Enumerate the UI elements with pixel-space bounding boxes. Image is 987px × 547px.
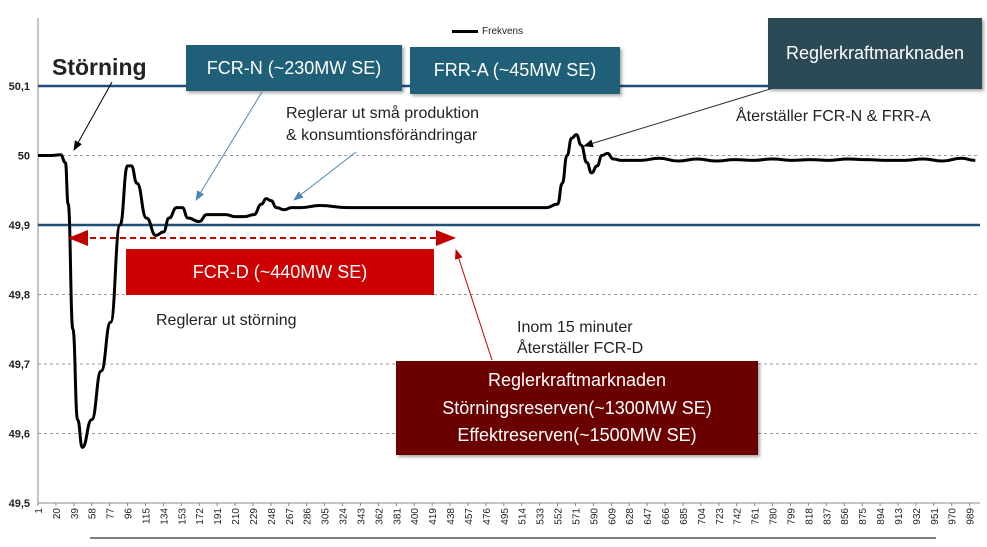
x-tick-label: 799 [786,508,798,525]
x-tick-label: 932 [911,508,923,525]
x-tick-label: 875 [858,508,870,525]
x-tick-label: 970 [947,508,959,525]
reglerar-storning-text: Reglerar ut störning [156,312,297,329]
frr-a-arrow [294,152,356,200]
x-tick-label: 457 [463,508,475,525]
x-tick-label: 951 [929,508,941,525]
x-tick-label: 362 [374,508,386,525]
x-tick-label: 609 [607,508,619,525]
x-tick-label: 267 [284,508,296,525]
x-tick-label: 723 [714,508,726,525]
frr-a-label: FRR-A (~45MW SE) [433,60,597,81]
fcr-n-box [186,45,402,91]
reglerar-sma-text [286,103,479,147]
legend-swatch [452,30,478,33]
legend [452,26,523,37]
x-tick-label: 248 [266,508,278,525]
x-tick-label: 628 [625,508,637,525]
fcr-d-box [126,249,434,295]
y-tick-label: 50,1 [8,81,30,93]
x-tick-label: 381 [392,508,404,525]
x-tick-label: 818 [804,508,816,525]
reglerkraft-bottom-line1: Reglerkraftmarknaden [487,370,667,391]
inom-15-text [517,317,643,359]
x-tick-label: 552 [553,508,565,525]
x-tick-label: 590 [589,508,601,525]
x-tick-label: 191 [213,508,225,525]
x-tick-label: 514 [517,508,529,525]
reglerkraft-bottom-arrow [456,250,492,360]
reglerkraft-top-box [768,18,982,89]
x-tick-label: 324 [338,508,350,525]
x-tick-label: 742 [732,508,744,525]
reglerkraft-bottom-box [396,361,758,455]
x-tick-label: 400 [410,508,422,525]
x-tick-label: 172 [195,508,207,525]
x-tick-label: 438 [446,508,458,525]
fcr-n-arrow [196,92,262,200]
x-tick-label: 286 [302,508,314,525]
x-tick-label: 20 [51,508,63,520]
x-tick-label: 856 [840,508,852,525]
aterstaller-fcrn-text: Återställer FCR-N & FRR-A [736,108,931,125]
x-tick-label: 134 [159,508,171,525]
x-tick-label: 476 [481,508,493,525]
fcr-n-label: FCR-N (~230MW SE) [206,57,382,78]
reglerkraft-bottom-line3: Effektreserven(~1500MW SE) [457,425,697,446]
x-tick-label: 685 [678,508,690,525]
x-tick-label: 666 [661,508,673,525]
legend-label: Frekvens [482,26,524,37]
x-tick-label: 780 [768,508,780,525]
y-tick-label: 49,8 [8,289,30,302]
y-tick-labels [9,81,30,510]
x-tick-label: 571 [571,508,583,525]
reglerar-sma-line2: & konsumtionsförändringar [286,127,478,144]
x-tick-label: 704 [696,508,708,525]
x-tick-label: 96 [123,508,135,520]
x-tick-label: 533 [535,508,547,525]
inom-15-line1: Inom 15 minuter [517,319,633,336]
frr-a-box [410,47,620,94]
x-tick-label: 894 [876,508,888,525]
y-tick-label: 49,7 [8,359,30,371]
reglerkraft-top-label: Reglerkraftmarknaden [785,43,965,64]
y-tick-label: 50 [17,150,30,163]
x-tick-label: 305 [320,508,332,525]
x-tick-label: 153 [177,508,189,525]
fcr-d-label: FCR-D (~440MW SE) [192,261,368,282]
x-tick-label: 115 [141,508,153,524]
inom-15-line2: Återställer FCR-D [517,340,644,357]
y-tick-label: 49,5 [8,498,30,510]
x-tick-label: 1 [34,508,45,514]
x-tick-label: 39 [69,508,81,520]
x-tick-label: 229 [248,508,260,525]
x-tick-label: 761 [750,508,762,525]
y-tick-label: 49,9 [8,220,30,232]
x-tick-label: 77 [105,508,117,520]
storning-arrow [74,82,112,150]
x-tick-labels [34,508,977,525]
x-tick-label: 495 [499,508,511,525]
x-tick-label: 913 [893,508,905,525]
x-tick-label: 343 [356,508,368,525]
reglerkraft-bottom-line2: Störningsreserven(~1300MW SE) [442,397,712,418]
x-tick-label: 210 [231,508,243,525]
x-tick-label: 647 [643,508,655,525]
y-tick-label: 49,6 [8,428,30,441]
x-tick-label: 837 [822,508,834,525]
x-tick-label: 419 [428,508,440,525]
reglerar-sma-line1: Reglerar ut små produktion [286,105,479,122]
x-tick-label: 989 [965,508,977,525]
storning-label: Störning [52,54,147,80]
x-tick-label: 58 [87,508,99,520]
